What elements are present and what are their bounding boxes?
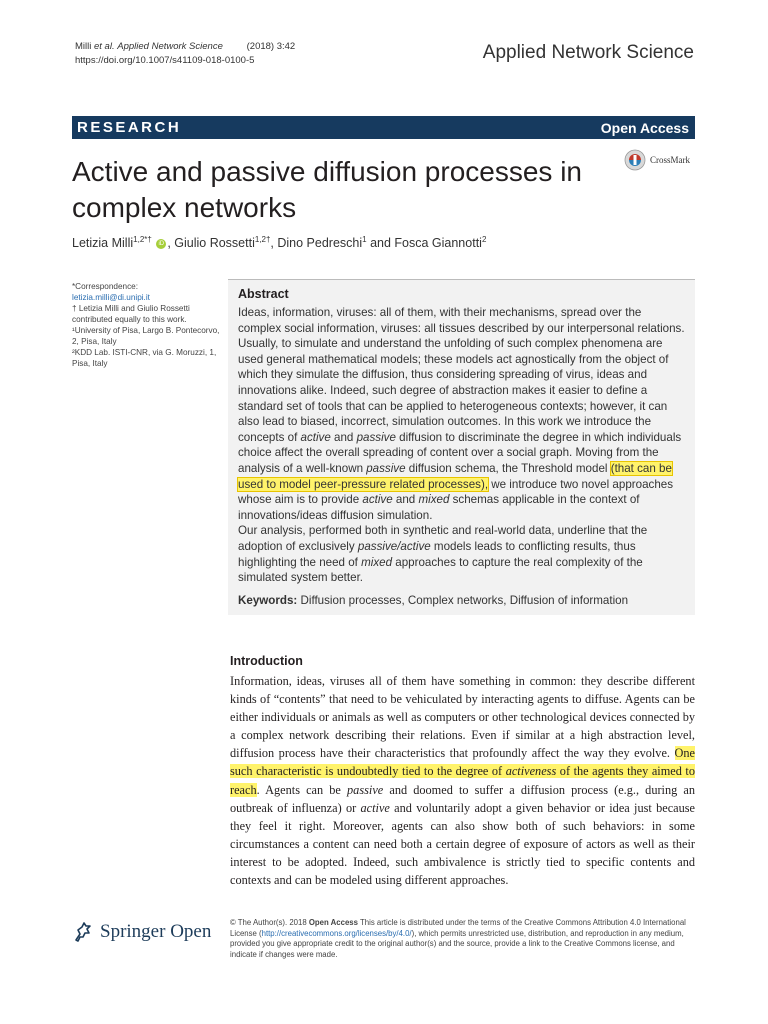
keywords-label: Keywords: [238, 593, 298, 607]
abstract-heading: Abstract [238, 287, 289, 301]
correspondence-sidebar [72, 281, 222, 369]
introduction-heading: Introduction [230, 654, 303, 668]
author-name[interactable]: and Fosca Giannotti [366, 236, 482, 251]
keywords-values: Diffusion processes, Complex networks, Diffusion of information [297, 593, 629, 607]
journal-name: Applied Network Science [482, 42, 694, 63]
citation-header [75, 40, 295, 68]
springer-open: Open [170, 921, 212, 942]
citation-year-volume: (2018) 3:42 [246, 41, 296, 52]
author-affiliation-mark: 1,2*† [133, 235, 152, 244]
intro-highlight[interactable]: One such characteristic is undoubtedly tied to the degree of activeness of the agents they aimed to reach [230, 746, 695, 797]
affiliation-1: ¹University of Pisa, Largo B. Pontecorvo, 2, Pisa, Italy [72, 326, 220, 346]
open-access-label: Open Access [600, 119, 689, 136]
article-type-label: RESEARCH [77, 119, 182, 136]
affiliation-2: ²KDD Lab. ISTI-CNR, via G. Moruzzi, 1, Pisa, Italy [72, 348, 217, 368]
introduction-text: Information, ideas, viruses all of them have something in common: they describe different kinds of “contents” that need to be vehiculated by interacting agents to diffuse. Agents can be either individuals or animals as well as computers or other technological devices connected by a complex network describing their relations. Even if similar at a high abstraction level, diffusion process have their characteristics that profoundly affect the way they evolve. One such characteristic is undoubtedly tied to the degree of activeness of the agents they aimed to reach. Agents can be passive and doomed to suffer a diffusion process (e.g., during an outbreak of influenza) or active and voluntarily adopt a given behavior or idea just because they feel it right. Moreover, agents can also show both of such behaviors: in some circumstances a content can need both a certain degree of exposure of actors as well as their interest to be adopted. Indeed, such ambivalence is strictly tied to specific contents and contexts and can be modeled using different approaches. [230, 674, 695, 888]
citation-authors: Milli [75, 41, 92, 52]
author-name[interactable]: , Giulio Rossetti [167, 236, 255, 251]
springer-brand: Springer [100, 921, 166, 942]
author-list [72, 235, 486, 250]
springer-open-logo [72, 920, 211, 944]
crossmark-badge[interactable] [624, 149, 690, 171]
springer-horse-icon [72, 920, 96, 944]
abstract-text: Ideas, information, viruses: all of them, with their mechanisms, spread over the complex social information, viruses: all tissues described by our interpersonal relations. Usually, to simulate and understand the unfolding of such complex phenomena are used general mathematical models; these models act agnostically from the object of which they simulate the diffusion, thus considering spreading of virus, ideas and innovations alike. Indeed, such degree of abstraction makes it easier to define a standard set of tools that can be applied to heterogeneous contexts; however, it can also lead to biased, incorrect, simulation outcomes. In this work we introduce the concepts of active and passive diffusion to discriminate the degree in which individuals choice affect the overall spreading of content over a social graph. Moving from the analysis of a well-known passive diffusion schema, the Threshold model (that can be used to model peer-pressure related processes), we introduce two novel approaches whose aim is to provide active and mixed schemas applicable in the context of innovations/ideas diffusion simulation. Our analysis, performed both in synthetic and real-world data, underline that the adoption of exclusively passive/active models leads to conflicting results, thus highlighting the need of mixed approaches to capture the real complexity of the simulated system better. [238, 306, 685, 585]
equal-contribution-note: † Letizia Milli and Giulio Rossetti contributed equally to this work. [72, 304, 190, 324]
crossmark-label: CrossMark [650, 155, 690, 165]
license-text: © The Author(s). 2018 Open Access This article is distributed under the terms of the Creative Commons Attribution 4.0 International License (http://creativecommons.org/licenses/by/4.0/), which permits unrestricted use, distribution, and reproduction in any medium, provided you give appropriate credit to the original author(s) and the source, provide a link to the Creative Commons license, and indicate if changes were made. [230, 918, 686, 959]
crossmark-icon [624, 149, 646, 171]
article-type-banner [72, 116, 695, 139]
article-title: Active and passive diffusion processes in complex networks [72, 156, 582, 223]
doi-link[interactable]: https://doi.org/10.1007/s41109-018-0100-5 [75, 55, 255, 66]
author-name[interactable]: , Dino Pedreschi [270, 236, 363, 251]
author-affiliation-mark: 2 [481, 235, 487, 244]
keywords [238, 594, 685, 607]
email-link[interactable]: letizia.milli@di.unipi.it [72, 293, 150, 302]
citation-journal: Applied Network Science [117, 41, 223, 52]
orcid-icon[interactable]: iD [156, 239, 166, 249]
abstract-highlight[interactable]: (that can be used to model peer-pressure related processes), [238, 461, 672, 491]
abstract-box [228, 279, 695, 615]
author-name[interactable]: Letizia Milli [72, 236, 134, 251]
citation-etal: et al. [94, 41, 115, 52]
author-affiliation-mark: 1,2† [254, 235, 271, 244]
correspondence-label: *Correspondence: [72, 282, 138, 291]
license-link[interactable]: http://creativecommons.org/licenses/by/4.0/ [261, 928, 412, 938]
author-affiliation-mark: 1 [362, 235, 367, 244]
